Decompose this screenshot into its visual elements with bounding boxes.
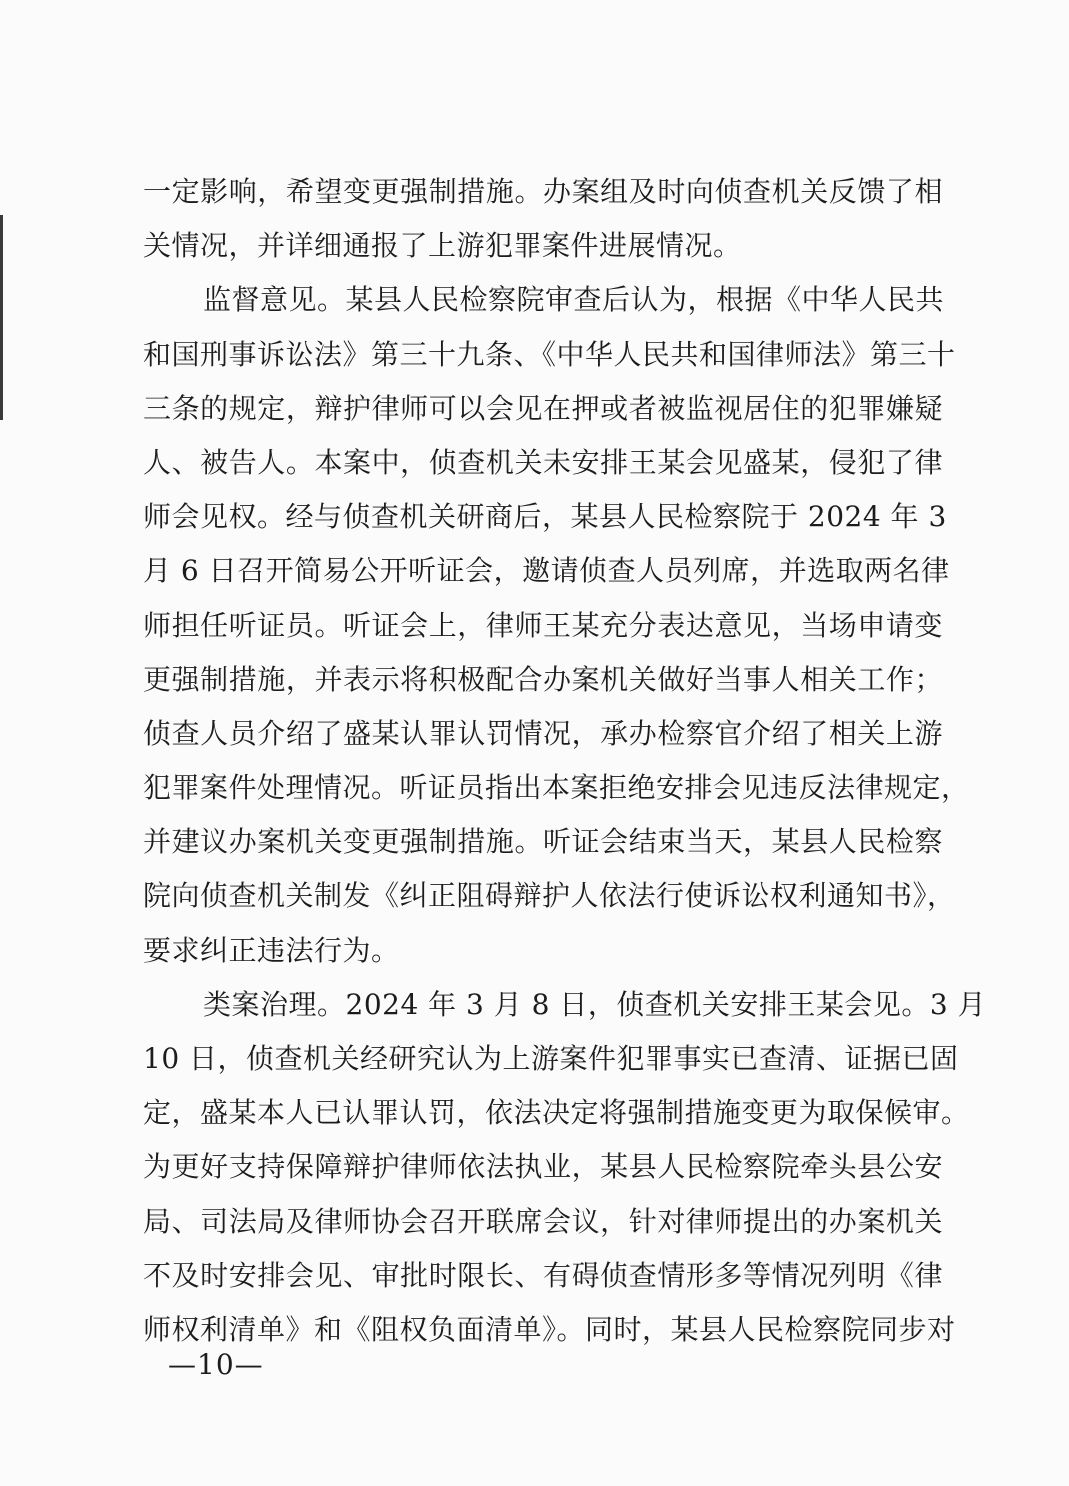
text-line: 为更好支持保障辩护律师依法执业，某县人民检察院牵头县公安 bbox=[143, 1150, 943, 1184]
paragraph-heading-line: 监督意见。某县人民检察院审查后认为，根据《中华人民共 bbox=[203, 283, 945, 317]
paragraph-heading-line: 类案治理。2024 年 3 月 8 日，侦查机关安排王某会见。3 月 bbox=[203, 987, 987, 1021]
text-line: 犯罪案件处理情况。听证员指出本案拒绝安排会见违反法律规定， bbox=[143, 771, 970, 805]
document-body bbox=[143, 165, 987, 1357]
text-line: 人、被告人。本案中，侦查机关未安排王某会见盛某，侵犯了律 bbox=[143, 445, 943, 479]
text-line: 定，盛某本人已认罪认罚，依法决定将强制措施变更为取保候审。 bbox=[143, 1096, 970, 1130]
text-line: 师权利清单》和《阻权负面清单》。同时，某县人民检察院同步对 bbox=[143, 1312, 956, 1346]
text-line: 要求纠正违法行为。 bbox=[143, 933, 400, 967]
scan-edge-mark bbox=[0, 215, 3, 420]
text-line: 侦查人员介绍了盛某认罪认罚情况，承办检察官介绍了相关上游 bbox=[143, 716, 943, 750]
text-line: 并建议办案机关变更强制措施。听证会结束当天，某县人民检察 bbox=[143, 825, 943, 859]
text-line: 月 6 日召开简易公开听证会，邀请侦查人员列席，并选取两名律 bbox=[143, 554, 950, 588]
text-line: 师担任听证员。听证会上，律师王某充分表达意见，当场申请变 bbox=[143, 608, 943, 642]
text-line: 局、司法局及律师协会召开联席会议，针对律师提出的办案机关 bbox=[143, 1204, 943, 1238]
text-line: 三条的规定，辩护律师可以会见在押或者被监视居住的犯罪嫌疑 bbox=[143, 391, 943, 425]
text-line: 师会见权。经与侦查机关研商后，某县人民检察院于 2024 年 3 bbox=[143, 500, 947, 534]
text-line: 不及时安排会见、审批时限长、有碍侦查情形多等情况列明《律 bbox=[143, 1258, 943, 1292]
page-number: —10— bbox=[168, 1348, 264, 1381]
text-line: 一定影响，希望变更强制措施。办案组及时向侦查机关反馈了相 bbox=[143, 175, 943, 208]
text-line: 关情况，并详细通报了上游犯罪案件进展情况。 bbox=[143, 229, 742, 263]
text-line: 院向侦查机关制发《纠正阻碍辩护人依法行使诉讼权利通知书》， bbox=[143, 879, 956, 913]
text-line: 更强制措施，并表示将积极配合办案机关做好当事人相关工作； bbox=[143, 662, 943, 696]
text-line: 和国刑事诉讼法》第三十九条、《中华人民共和国律师法》第三十 bbox=[143, 337, 956, 371]
text-line: 10 日，侦查机关经研究认为上游案件犯罪事实已查清、证据已固 bbox=[143, 1042, 959, 1075]
